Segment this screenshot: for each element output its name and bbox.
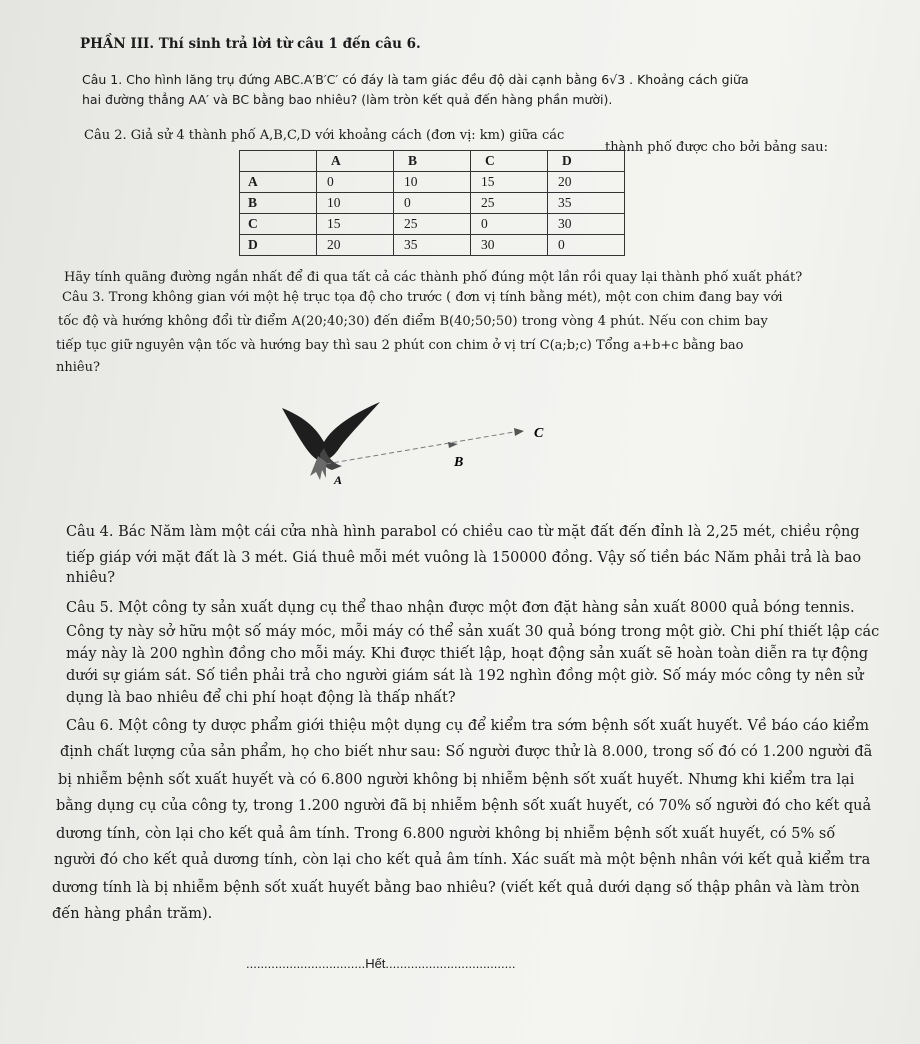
arrow-mid-icon [448,442,458,448]
q6-line-1: Câu 6. Một công ty dược phẩm giới thiệu một dụng cụ để kiểm tra sớm bệnh sốt xuất huyết. Về báo cáo kiểm [66,718,869,734]
table-cell: 10 [317,193,394,214]
table-row [240,214,625,235]
point-b-label: B [454,455,464,470]
q5-line-2: Công ty này sở hữu một số máy móc, mỗi máy có thể sản xuất 30 quả bóng trong một giờ. Chi phí thiết lập các [66,624,880,640]
q5-line-1: Câu 5. Một công ty sản xuất dụng cụ thể thao nhận được một đơn đặt hàng sản xuất 8000 quả bóng tennis. [66,600,855,616]
q3-line-1: Câu 3. Trong không gian với một hệ trục tọa độ cho trước ( đơn vị tính bằng mét), một con chim đang bay với [62,290,783,305]
q6-line-8: đến hàng phần trăm). [52,906,213,922]
table-cell: 10 [394,172,471,193]
table-header-row [240,151,625,172]
q2-line-1-right: thành phố được cho bởi bảng sau: [605,140,829,155]
table-cell: 20 [317,235,394,256]
table-row [240,172,625,193]
table-cell: 25 [471,193,548,214]
q2-line-1-left: Câu 2. Giả sử 4 thành phố A,B,C,D với khoảng cách (đơn vị: km) giữa các [84,128,565,143]
table-cell: 35 [548,193,625,214]
point-c-label: C [534,426,544,441]
table-cell: B [394,151,471,172]
arrow-head-icon [514,428,524,436]
distance-table [239,150,625,256]
q4-line-3: nhiêu? [66,570,116,586]
q1-line-1: Câu 1. Cho hình lăng trụ đứng ABC.A′B′C′ có đáy là tam giác đều độ dài cạnh bằng 6√3 . Khoảng cách giữa [82,72,749,87]
table-cell: D [548,151,625,172]
q1-line-2: hai đường thẳng AA′ và BC bằng bao nhiêu? (làm tròn kết quả đến hàng phần mười). [82,92,613,107]
q5-line-3: máy này là 200 nghìn đồng cho mỗi máy. Khi được thiết lập, hoạt động sản xuất sẽ hoàn toàn diễn ra tự động [66,646,869,662]
q4-line-2: tiếp giáp với mặt đất là 3 mét. Giá thuê mỗi mét vuông là 150000 đồng. Vậy số tiền bác Năm phải trả là bao [66,550,862,566]
table-cell: 30 [548,214,625,235]
q6-line-7: dương tính là bị nhiễm bệnh sốt xuất huyết bằng bao nhiêu? (viết kết quả dưới dạng số thập phân và làm tròn [52,880,860,896]
table-cell: B [240,193,317,214]
q6-line-6: người đó cho kết quả dương tính, còn lại cho kết quả âm tính. Xác suất mà một bệnh nhân với kết quả kiểm tra [54,852,871,868]
table-cell: 15 [317,214,394,235]
table-cell: C [471,151,548,172]
table-cell: A [240,172,317,193]
section-title: PHẦN III. Thí sinh trả lời từ câu 1 đến câu 6. [80,36,421,52]
bird-illustration [282,402,380,480]
q3-line-3: tiếp tục giữ nguyên vận tốc và hướng bay thì sau 2 phút con chim ở vị trí C(a;b;c) Tổng a+b+c bằng bao [56,338,744,353]
point-a-label: A [334,473,343,487]
table-cell: A [317,151,394,172]
table-cell: 30 [471,235,548,256]
table-cell: D [240,235,317,256]
q3-line-4: nhiêu? [56,360,100,375]
table-row [240,193,625,214]
bird-flight-figure [262,400,562,500]
table-cell: 0 [471,214,548,235]
q5-line-4: dưới sự giám sát. Số tiền phải trả cho người giám sát là 192 nghìn đồng một giờ. Số máy móc công ty nên sử [66,668,864,684]
flight-path-line [326,432,514,464]
q6-line-4: bằng dụng cụ của công ty, trong 1.200 người đã bị nhiễm bệnh sốt xuất huyết, có 70% số người đó cho kết quả [56,798,872,814]
q6-line-5: dương tính, còn lại cho kết quả âm tính. Trong 6.800 người không bị nhiễm bệnh sốt xuất huyết, có 5% số [56,826,836,842]
table-cell: 35 [394,235,471,256]
table-cell: 20 [548,172,625,193]
table-cell: 15 [471,172,548,193]
table-cell [240,151,317,172]
end-marker: .................................Hết.................................... [246,956,516,971]
q5-line-5: dụng là bao nhiêu để chi phí hoạt động là thấp nhất? [66,690,456,706]
table-cell: C [240,214,317,235]
q6-line-2: định chất lượng của sản phẩm, họ cho biết như sau: Số người được thử là 8.000, trong số đó có 1.200 người đã [60,744,873,760]
table-cell: 0 [548,235,625,256]
q4-line-1: Câu 4. Bác Năm làm một cái cửa nhà hình parabol có chiều cao từ mặt đất đến đỉnh là 2,25 mét, chiều rộng [66,524,860,540]
q2-line-2: Hãy tính quãng đường ngắn nhất để đi qua tất cả các thành phố đúng một lần rồi quay lại thành phố xuất phát? [64,270,803,285]
q6-line-3: bị nhiễm bệnh sốt xuất huyết và có 6.800 người không bị nhiễm bệnh sốt xuất huyết. Nhưng khi kiểm tra lại [58,772,855,788]
q3-line-2: tốc độ và hướng không đổi từ điểm A(20;40;30) đến điểm B(40;50;50) trong vòng 4 phút. Nếu con chim bay [58,314,768,329]
table-row [240,235,625,256]
table-cell: 0 [317,172,394,193]
table-cell: 0 [394,193,471,214]
table-cell: 25 [394,214,471,235]
